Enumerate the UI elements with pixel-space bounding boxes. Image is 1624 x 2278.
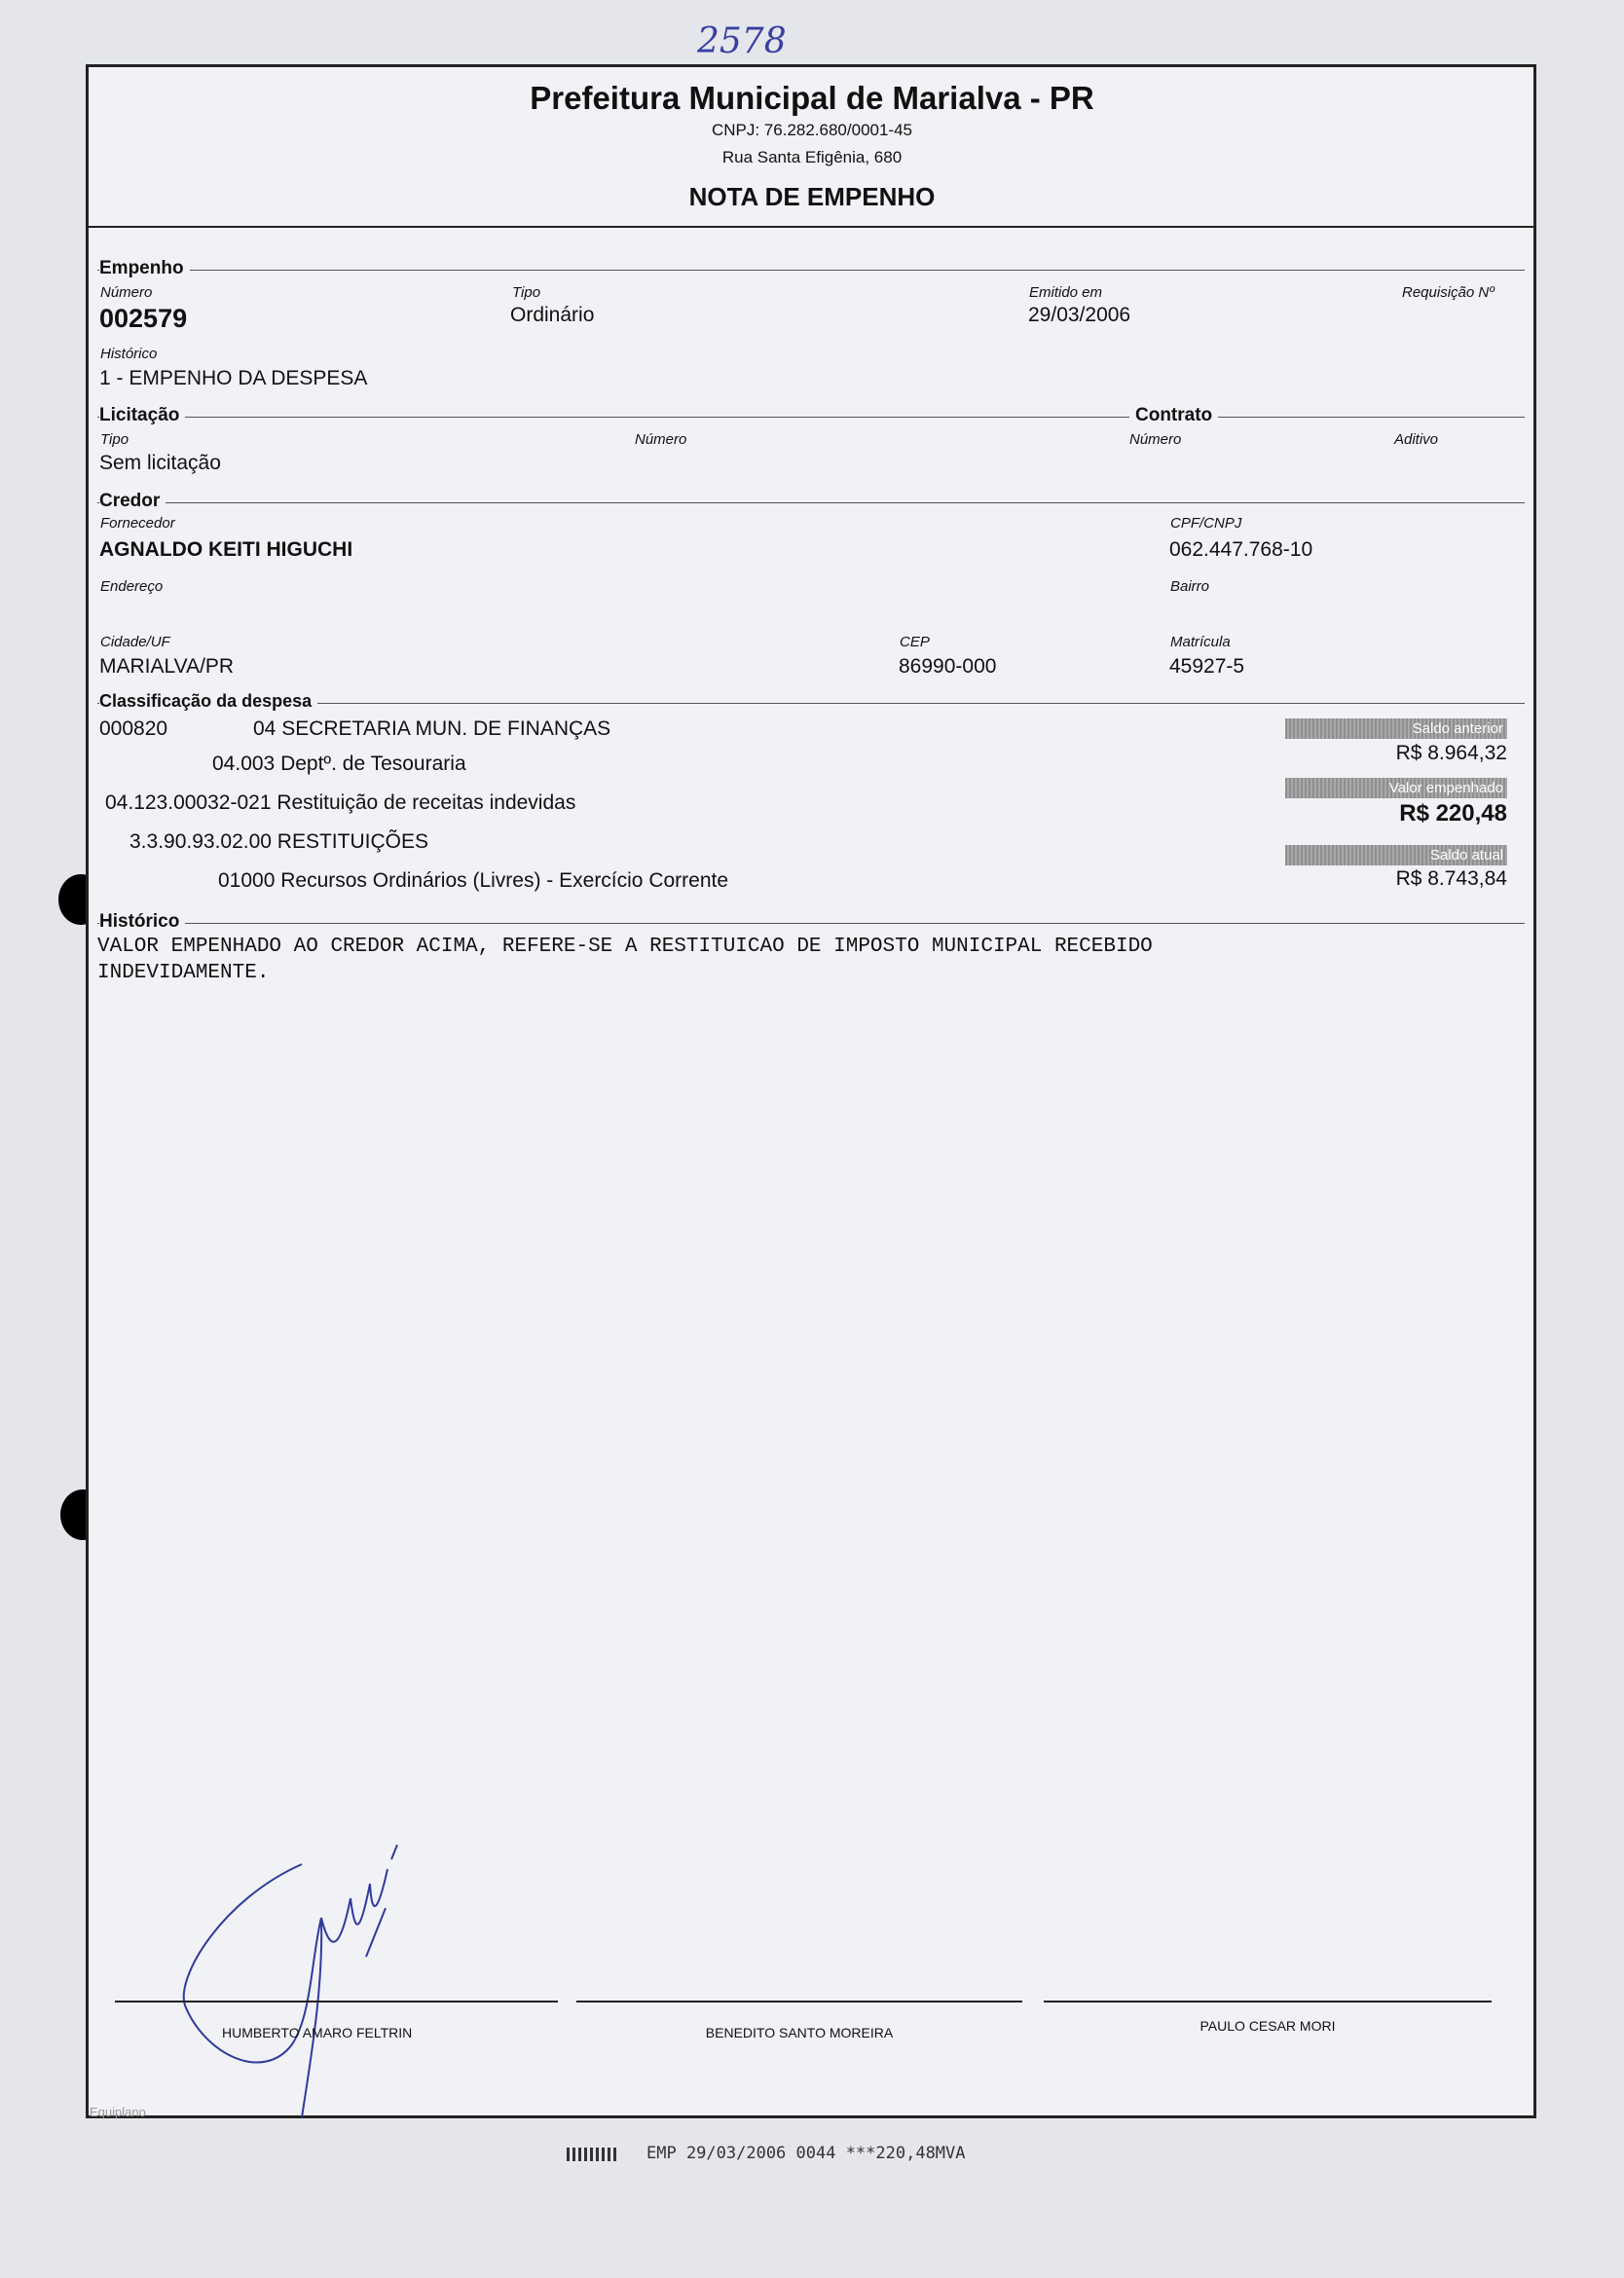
emitido-value: 29/03/2006: [1028, 304, 1131, 326]
classificacao-codigo: 000820: [99, 717, 168, 740]
classificacao-recurso: 01000 Recursos Ordinários (Livres) - Exercício Corrente: [218, 869, 729, 892]
signatory-1: HUMBERTO AMARO FELTRIN: [222, 2025, 413, 2040]
historico-value: 1 - EMPENHO DA DESPESA: [99, 367, 368, 389]
contrato-section-title: Contrato: [1129, 405, 1218, 426]
classificacao-elemento: 3.3.90.93.02.00 RESTITUIÇÕES: [129, 830, 428, 853]
tipo-value: Ordinário: [510, 304, 595, 326]
handwritten-signature: [166, 1840, 448, 2122]
tipo-label: Tipo: [512, 284, 541, 301]
software-footer: Equiplano: [90, 2105, 146, 2119]
saldo-anterior-value: R$ 8.964,32: [1395, 742, 1507, 764]
licitacao-tipo-value: Sem licitação: [99, 452, 221, 474]
contrato-aditivo-label: Aditivo: [1394, 431, 1439, 448]
requisicao-label: Requisição Nº: [1402, 284, 1495, 301]
cidade-label: Cidade/UF: [100, 634, 170, 650]
valor-empenhado-label: Valor empenhado: [1285, 778, 1507, 798]
cep-label: CEP: [900, 634, 930, 650]
fornecedor-label: Fornecedor: [100, 515, 175, 532]
credor-section-title: Credor: [99, 491, 166, 512]
valor-empenhado-value: R$ 220,48: [1399, 800, 1507, 827]
header-divider: [86, 226, 1536, 228]
cidade-value: MARIALVA/PR: [99, 655, 235, 678]
saldo-atual-value: R$ 8.743,84: [1395, 867, 1507, 890]
matricula-value: 45927-5: [1169, 655, 1245, 678]
contrato-numero-label: Número: [1129, 431, 1182, 448]
cpf-label: CPF/CNPJ: [1170, 515, 1242, 532]
classificacao-funcional: 04.123.00032-021 Restituição de receitas indevidas: [105, 791, 576, 814]
bottom-stamp: EMP 29/03/2006 0044 ***220,48MVA: [646, 2144, 966, 2163]
fornecedor-value: AGNALDO KEITI HIGUCHI: [99, 538, 353, 561]
address-text: Rua Santa Efigênia, 680: [721, 148, 903, 166]
licitacao-tipo-label: Tipo: [100, 431, 129, 448]
historico-line-2: INDEVIDAMENTE.: [97, 962, 270, 984]
matricula-label: Matrícula: [1170, 634, 1231, 650]
saldo-anterior-label: Saldo anterior: [1285, 718, 1507, 739]
page-title: Prefeitura Municipal de Marialva - PR: [530, 80, 1094, 116]
classificacao-section-title: Classificação da despesa: [99, 691, 317, 712]
stamp-icon: [567, 2148, 617, 2161]
empenho-number: 002579: [99, 304, 188, 333]
signatory-3: PAULO CESAR MORI: [1200, 2018, 1336, 2034]
licitacao-rule: [97, 417, 1525, 418]
historico-label: Histórico: [100, 346, 158, 362]
empenho-rule: [97, 270, 1525, 271]
historico-line-1: VALOR EMPENHADO AO CREDOR ACIMA, REFERE-SE A RESTITUICAO DE IMPOSTO MUNICIPAL RECEBIDO: [97, 936, 1153, 958]
licitacao-section-title: Licitação: [99, 405, 185, 426]
historico-rule: [97, 923, 1525, 924]
historico-section-title: Histórico: [99, 911, 185, 933]
licitacao-numero-label: Número: [635, 431, 687, 448]
signature-line-3: [1044, 2001, 1492, 2002]
emitido-label: Emitido em: [1029, 284, 1103, 301]
cep-value: 86990-000: [899, 655, 997, 678]
endereco-label: Endereço: [100, 578, 164, 595]
signatory-2: BENEDITO SANTO MOREIRA: [705, 2025, 894, 2040]
classificacao-unidade: 04.003 Deptº. de Tesouraria: [212, 753, 466, 775]
classificacao-orgao: 04 SECRETARIA MUN. DE FINANÇAS: [253, 717, 611, 740]
signature-line-1: [115, 2001, 558, 2002]
document-title: NOTA DE EMPENHO: [688, 182, 936, 211]
cpf-value: 062.447.768-10: [1169, 538, 1313, 561]
numero-label: Número: [100, 284, 153, 301]
credor-rule: [97, 502, 1525, 503]
bairro-label: Bairro: [1170, 578, 1210, 595]
cnpj-text: CNPJ: 76.282.680/0001-45: [711, 121, 913, 139]
signature-line-2: [576, 2001, 1022, 2002]
empenho-section-title: Empenho: [99, 258, 190, 279]
saldo-atual-label: Saldo atual: [1285, 845, 1507, 865]
handwritten-number: 2578: [697, 21, 787, 61]
